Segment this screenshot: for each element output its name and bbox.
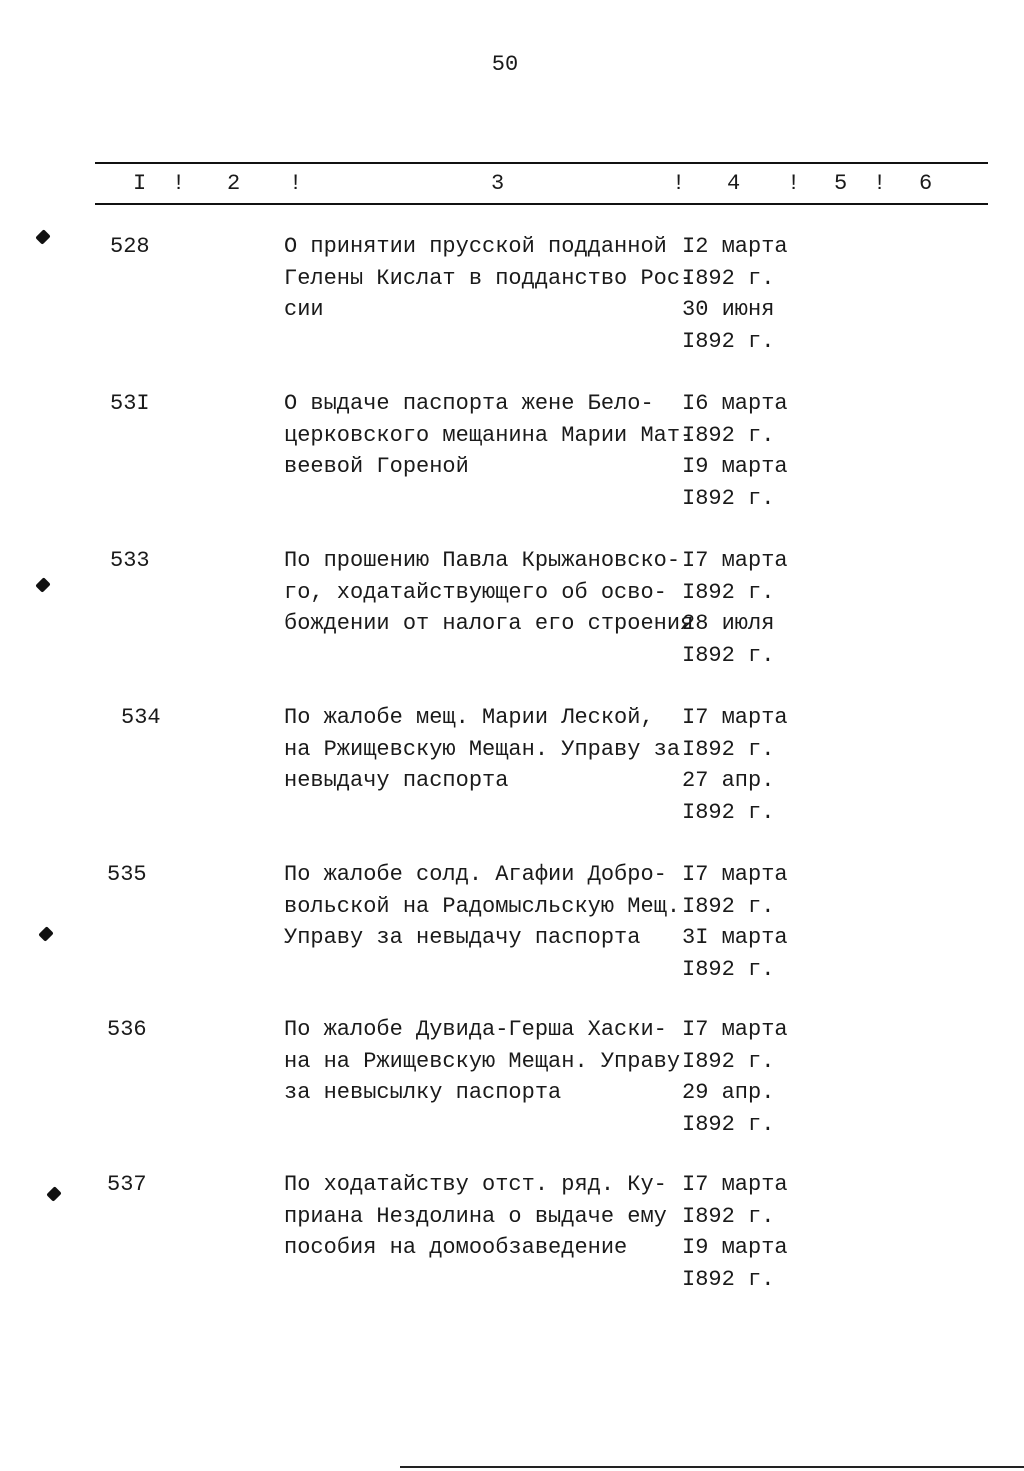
record-dates <box>682 388 812 514</box>
binder-hole-mark <box>38 926 54 942</box>
description-line: на Ржищевскую Мещан. Управу за <box>284 736 681 762</box>
description-line: Управу за невыдачу паспорта <box>284 925 641 950</box>
record-number: 533 <box>110 548 150 573</box>
column-header-2: 2 <box>227 171 241 196</box>
date-line: I892 г. <box>682 422 775 448</box>
binder-hole-mark <box>46 1186 62 1202</box>
column-header-5: 5 <box>834 171 848 196</box>
description-line: вольской на Радомысльскую Мещ. <box>284 893 681 919</box>
date-line: I7 марта <box>682 1172 788 1197</box>
description-line: По ходатайству отст. ряд. Ку- <box>284 1172 667 1197</box>
description-line: веевой Гореной <box>284 454 469 479</box>
description-line: за невысылку паспорта <box>284 1080 562 1105</box>
date-line: 28 июля <box>682 611 775 636</box>
column-header-row <box>0 171 1024 201</box>
column-header-6: 6 <box>919 171 933 196</box>
binder-hole-mark <box>35 229 51 245</box>
column-header-1: I <box>133 171 147 196</box>
date-line: 27 апр. <box>682 768 775 793</box>
column-header-3: 3 <box>491 171 505 196</box>
column-separator: ! <box>672 171 686 196</box>
date-line: I892 г. <box>682 642 775 668</box>
page-number: 50 <box>491 52 519 77</box>
description-line: бождении от налога его строения <box>284 611 694 636</box>
date-line: I892 г. <box>682 736 775 762</box>
record-dates <box>682 1014 812 1140</box>
record-number: 528 <box>110 234 150 259</box>
date-line: I7 марта <box>682 862 788 887</box>
date-line: I892 г. <box>682 579 775 605</box>
record-description <box>284 1014 684 1109</box>
record-number: 536 <box>107 1017 147 1042</box>
record-number: 534 <box>121 705 161 730</box>
date-line: I892 г. <box>682 1203 775 1229</box>
date-line: I7 марта <box>682 1017 788 1042</box>
date-line: I892 г. <box>682 265 775 291</box>
description-line: сии <box>284 297 324 322</box>
description-line: По жалобе солд. Агафии Добро- <box>284 862 667 887</box>
description-line: церковского мещанина Марии Мат- <box>284 422 694 448</box>
date-line: I9 марта <box>682 454 788 479</box>
description-line: Гелены Кислат в подданство Рос- <box>284 265 694 291</box>
description-line: го, ходатайствующего об осво- <box>284 579 667 605</box>
record-dates <box>682 545 812 671</box>
record-description <box>284 1169 684 1264</box>
record-dates <box>682 859 812 985</box>
description-line: невыдачу паспорта <box>284 768 509 793</box>
column-separator: ! <box>289 171 303 196</box>
description-line: пособия на домообзаведение <box>284 1235 628 1260</box>
description-line: О принятии прусской подданной <box>284 234 667 259</box>
date-line: I7 марта <box>682 548 788 573</box>
record-description <box>284 859 684 954</box>
date-line: I892 г. <box>682 328 775 354</box>
date-line: 30 июня <box>682 297 775 322</box>
record-description <box>284 231 694 326</box>
column-header-4: 4 <box>727 171 741 196</box>
record-number: 53I <box>110 391 150 416</box>
description-line: О выдаче паспорта жене Бело- <box>284 391 654 416</box>
record-dates <box>682 231 812 357</box>
date-line: I892 г. <box>682 1048 775 1074</box>
description-line: приана Нездолина о выдаче ему <box>284 1203 667 1229</box>
date-line: I892 г. <box>682 1111 775 1137</box>
date-line: I9 марта <box>682 1235 788 1260</box>
record-dates <box>682 1169 812 1295</box>
date-line: I892 г. <box>682 1266 775 1292</box>
date-line: 29 апр. <box>682 1080 775 1105</box>
date-line: I892 г. <box>682 485 775 511</box>
description-line: По прошению Павла Крыжановско- <box>284 548 681 573</box>
date-line: I892 г. <box>682 893 775 919</box>
record-description <box>284 545 694 640</box>
binder-hole-mark <box>35 577 51 593</box>
record-number: 535 <box>107 862 147 887</box>
column-separator: ! <box>172 171 186 196</box>
date-line: I892 г. <box>682 956 775 982</box>
column-separator: ! <box>873 171 887 196</box>
column-separator: ! <box>787 171 801 196</box>
date-line: I6 марта <box>682 391 788 416</box>
description-line: По жалобе мещ. Марии Леской, <box>284 705 654 730</box>
record-description <box>284 702 684 797</box>
date-line: 3I марта <box>682 925 788 950</box>
date-line: I7 марта <box>682 705 788 730</box>
date-line: I2 марта <box>682 234 788 259</box>
record-dates <box>682 702 812 828</box>
date-line: I892 г. <box>682 799 775 825</box>
table-top-rule <box>95 162 988 164</box>
description-line: По жалобе Дувида-Герша Хаски- <box>284 1017 667 1042</box>
page-bottom-edge <box>400 1466 1024 1468</box>
table-header-rule <box>95 203 988 205</box>
record-description <box>284 388 694 483</box>
record-number: 537 <box>107 1172 147 1197</box>
description-line: на на Ржищевскую Мещан. Управу <box>284 1048 681 1074</box>
